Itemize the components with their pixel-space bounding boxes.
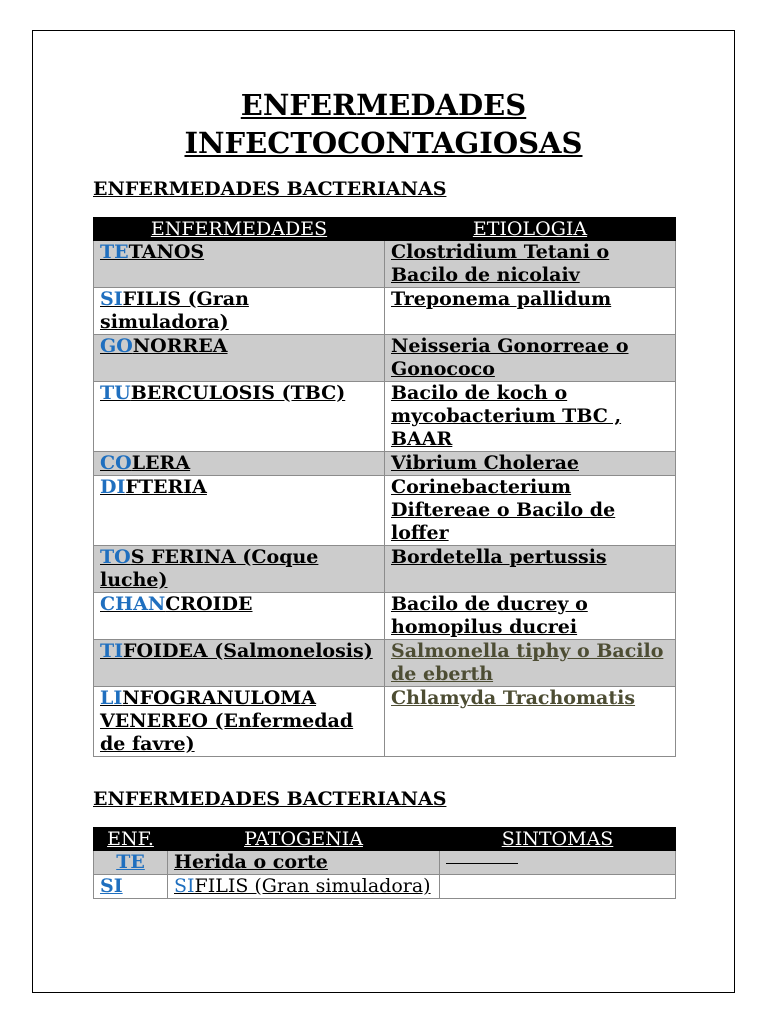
disease-cell bbox=[94, 593, 385, 640]
patogenia-cell: Herida o corte bbox=[168, 851, 440, 875]
disease-rest: CROIDE bbox=[165, 593, 253, 615]
section2-heading: ENFERMEDADES BACTERIANAS bbox=[93, 788, 447, 810]
etiology-cell: Salmonella tiphy o Bacilo de eberth bbox=[385, 640, 676, 687]
disease-cell bbox=[94, 288, 385, 335]
section1-heading: ENFERMEDADES BACTERIANAS bbox=[93, 178, 447, 200]
disease-cell bbox=[94, 687, 385, 757]
disease-rest: FILIS (Gran simuladora) bbox=[100, 288, 249, 333]
column-header-patogenia: PATOGENIA bbox=[168, 828, 440, 851]
table-row bbox=[94, 687, 676, 757]
disease-cell bbox=[94, 640, 385, 687]
table-row bbox=[94, 476, 676, 546]
etiology-cell: Bacilo de koch o mycobacterium TBC , BAAR bbox=[385, 382, 676, 452]
column-header-etiologia: ETIOLOGIA bbox=[385, 218, 676, 241]
disease-prefix: GO bbox=[100, 335, 133, 357]
etiology-cell: Clostridium Tetani o Bacilo de nicolaiv bbox=[385, 241, 676, 288]
table-row bbox=[94, 875, 676, 899]
document-title-line1: ENFERMEDADES bbox=[240, 88, 527, 122]
disease-prefix: TO bbox=[100, 546, 131, 568]
disease-cell bbox=[94, 476, 385, 546]
etiology-cell: Corinebacterium Diftereae o Bacilo de loffer bbox=[385, 476, 676, 546]
disease-prefix: TU bbox=[100, 382, 131, 404]
disease-rest: BERCULOSIS (TBC) bbox=[130, 382, 346, 404]
blank-line bbox=[446, 863, 518, 864]
table-row bbox=[94, 335, 676, 382]
disease-prefix: TE bbox=[100, 241, 129, 263]
column-header-enfermedades: ENFERMEDADES bbox=[94, 218, 385, 241]
table-row bbox=[94, 546, 676, 593]
disease-rest: FOIDEA (Salmonelosis) bbox=[123, 640, 373, 662]
table-row bbox=[94, 851, 676, 875]
table-header-row bbox=[94, 218, 676, 241]
patogenia-rest: FILIS (Gran simuladora) bbox=[194, 875, 431, 897]
etiology-cell: Vibrium Cholerae bbox=[385, 452, 676, 476]
table-row bbox=[94, 288, 676, 335]
disease-rest: S FERINA (Coque luche) bbox=[100, 546, 319, 591]
column-header-enf: ENF. bbox=[94, 828, 168, 851]
table-header-row bbox=[94, 828, 676, 851]
etiology-cell: Bacilo de ducrey o homopilus ducrei bbox=[385, 593, 676, 640]
etiology-cell: Neisseria Gonorreae o Gonococo bbox=[385, 335, 676, 382]
disease-prefix: CHAN bbox=[100, 593, 166, 615]
etiology-cell: Bordetella pertussis bbox=[385, 546, 676, 593]
sintomas-cell bbox=[440, 875, 676, 899]
table-row bbox=[94, 640, 676, 687]
table-row bbox=[94, 382, 676, 452]
disease-cell bbox=[94, 382, 385, 452]
etiology-cell: Treponema pallidum bbox=[385, 288, 676, 335]
disease-rest: NFOGRANULOMA VENEREO (Enfermedad de favre) bbox=[100, 687, 354, 755]
disease-cell bbox=[94, 241, 385, 288]
sintomas-cell bbox=[440, 851, 676, 875]
patogenia-prefix: SI bbox=[174, 875, 195, 897]
disease-prefix: DI bbox=[100, 476, 126, 498]
document-title-line2: INFECTOCONTAGIOSAS bbox=[184, 126, 583, 160]
column-header-sintomas: SINTOMAS bbox=[440, 828, 676, 851]
disease-prefix: TI bbox=[100, 640, 124, 662]
disease-cell bbox=[94, 546, 385, 593]
etiology-table bbox=[93, 217, 676, 757]
disease-cell bbox=[94, 452, 385, 476]
disease-rest: TANOS bbox=[128, 241, 205, 263]
disease-rest: FTERIA bbox=[125, 476, 207, 498]
patogenia-cell bbox=[168, 875, 440, 899]
disease-prefix: LI bbox=[100, 687, 123, 709]
disease-cell bbox=[94, 335, 385, 382]
enf-cell: TE bbox=[94, 851, 168, 875]
etiology-cell: Chlamyda Trachomatis bbox=[385, 687, 676, 757]
table-row bbox=[94, 593, 676, 640]
table-row bbox=[94, 452, 676, 476]
disease-prefix: SI bbox=[100, 288, 123, 310]
enf-cell: SI bbox=[94, 875, 168, 899]
disease-rest: LERA bbox=[131, 452, 191, 474]
pathogenesis-table bbox=[93, 827, 676, 899]
disease-prefix: CO bbox=[100, 452, 132, 474]
table-row bbox=[94, 241, 676, 288]
disease-rest: NORREA bbox=[132, 335, 228, 357]
